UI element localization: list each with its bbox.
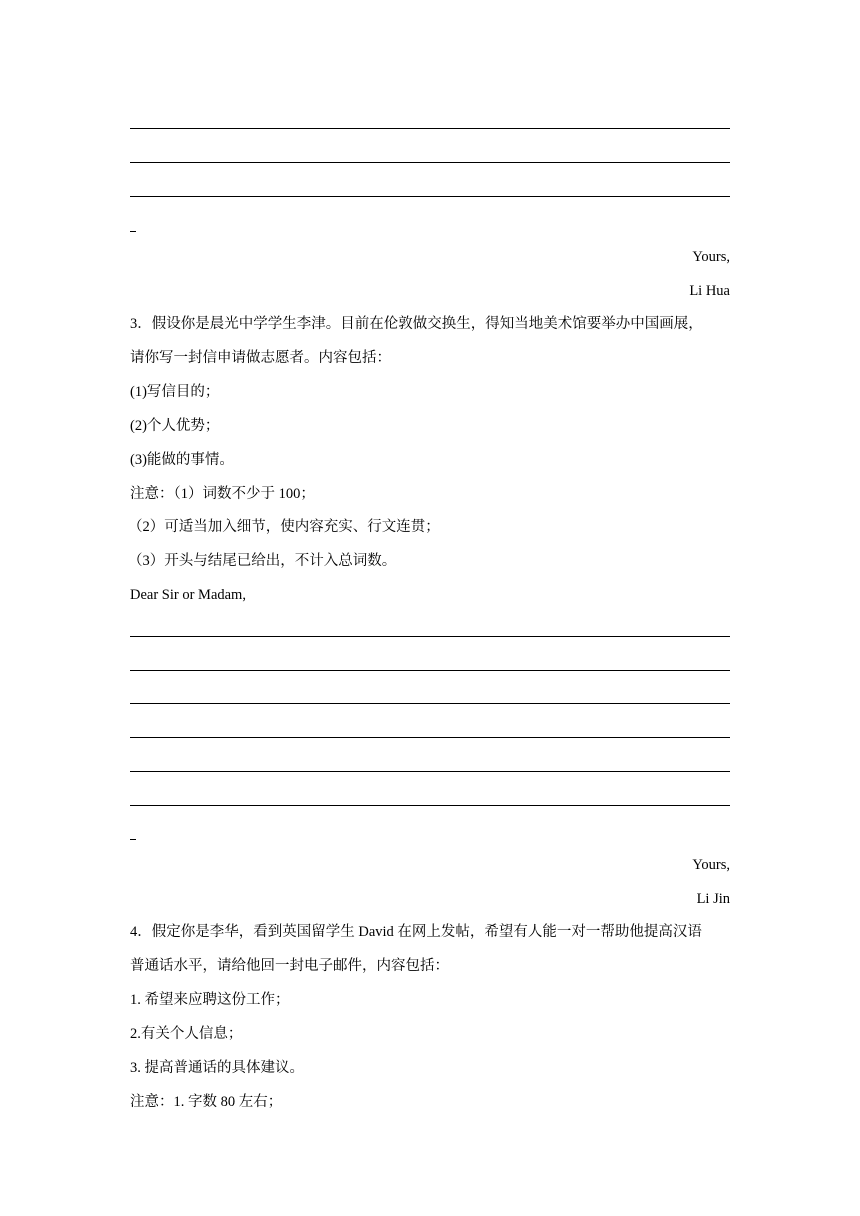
q4-item-2: 2.有关个人信息；	[130, 1026, 243, 1042]
answer-line-tail	[130, 231, 136, 232]
q3-note-3: （3）开头与结尾已给出，不计入总词数。	[128, 553, 397, 569]
q4-item-3: 3. 提高普通话的具体建议。	[130, 1060, 304, 1076]
q4-note-1: 注意：1. 字数 80 左右；	[130, 1094, 283, 1110]
q3-prompt-line-2: 请你写一封信申请做志愿者。内容包括：	[130, 350, 391, 366]
answer-line	[130, 805, 730, 806]
signature: Li Hua	[689, 283, 730, 299]
answer-line	[130, 771, 730, 772]
q3-item-2: (2)个人优势；	[130, 418, 220, 434]
q3-signature: Li Jin	[696, 891, 730, 907]
q4-item-1: 1. 希望来应聘这份工作；	[130, 992, 290, 1008]
q4-prompt-line-1: 4．假定你是李华，看到英国留学生 David 在网上发帖，希望有人能一对一帮助他提高汉语	[130, 924, 702, 940]
answer-line	[130, 128, 730, 129]
q3-note-2: （2）可适当加入细节，使内容充实、行文连贯；	[128, 519, 440, 535]
q3-closing: Yours,	[692, 857, 730, 873]
document-page	[130, 0, 730, 1216]
q3-item-3: (3)能做的事情。	[130, 452, 234, 468]
q3-note-1: 注意：（1）词数不少于 100；	[130, 486, 315, 502]
answer-line	[130, 703, 730, 704]
answer-line	[130, 196, 730, 197]
q3-salutation: Dear Sir or Madam,	[130, 587, 246, 603]
answer-line	[130, 670, 730, 671]
answer-line	[130, 162, 730, 163]
answer-line-tail	[130, 839, 136, 840]
q3-item-1: (1)写信目的；	[130, 384, 220, 400]
answer-line	[130, 636, 730, 637]
q4-prompt-line-2: 普通话水平，请给他回一封电子邮件，内容包括：	[130, 958, 449, 974]
answer-line	[130, 737, 730, 738]
q3-prompt-line-1: 3．假设你是晨光中学学生李津。目前在伦敦做交换生，得知当地美术馆要举办中国画展，	[130, 316, 703, 332]
closing: Yours,	[692, 249, 730, 265]
